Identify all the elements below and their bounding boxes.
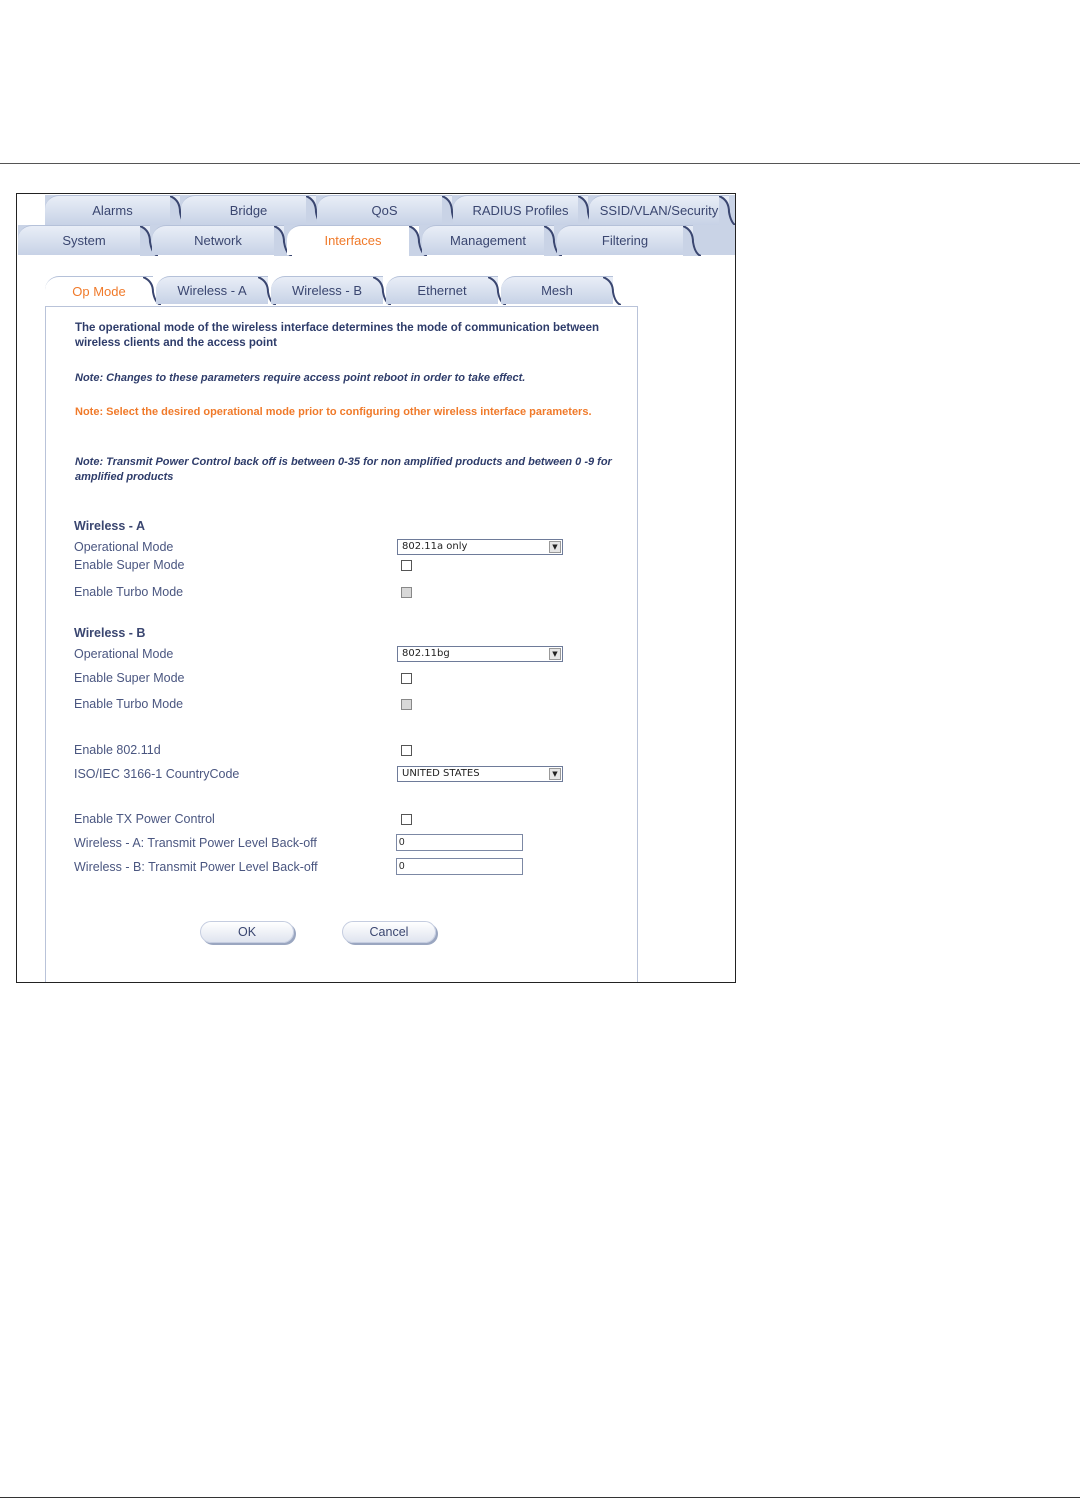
tx-power-control-label: Enable TX Power Control [74,812,215,826]
chevron-down-icon: ▼ [549,541,561,553]
tab-radius-profiles[interactable]: RADIUS Profiles [453,195,588,225]
tx-a-backoff-input[interactable]: 0 [396,834,523,851]
page-rule-top [0,163,1080,164]
sub-tab-row [45,276,637,306]
wireless-b-super-mode-label: Enable Super Mode [74,671,185,685]
country-code-label: ISO/IEC 3166-1 CountryCode [74,767,240,781]
cancel-button[interactable]: Cancel [342,921,436,943]
wireless-a-super-mode-label: Enable Super Mode [74,558,185,572]
tab-system[interactable]: System [18,225,150,255]
wireless-a-turbo-mode-checkbox[interactable] [401,587,412,598]
top-tab-row-2 [18,225,735,255]
top-tab-row-1 [45,195,735,225]
note-reboot: Note: Changes to these parameters require access point reboot in order to take effect. [75,372,526,384]
chevron-down-icon: ▼ [549,768,561,780]
subtab-mesh[interactable]: Mesh [501,276,613,304]
subtab-op-mode[interactable]: Op Mode [45,276,153,306]
tab-curl-icon [683,226,701,256]
wireless-b-turbo-mode-label: Enable Turbo Mode [74,697,184,711]
tab-bridge[interactable]: Bridge [181,195,316,225]
tx-power-control-checkbox[interactable] [401,814,412,825]
tab-management[interactable]: Management [422,225,554,255]
op-mode-description: The operational mode of the wireless interface determines the mode of communication between wireless clients and the access point [75,322,599,349]
tab-interfaces[interactable]: Interfaces [287,225,419,255]
wireless-b-super-mode-checkbox[interactable] [401,673,412,684]
tab-filtering[interactable]: Filtering [557,225,693,255]
wireless-a-op-mode-select[interactable]: 802.11a only ▼ [397,539,563,555]
page-rule-bottom [0,1497,1080,1498]
wireless-a-turbo-mode-label: Enable Turbo Mode [74,585,184,599]
section-wireless-b-title: Wireless - B [74,626,146,640]
panel-border-top [45,306,637,307]
chevron-down-icon: ▼ [549,648,561,660]
tab-curl-icon [719,196,736,226]
tab-ssid-vlan-security[interactable]: SSID/VLAN/Security [589,195,729,225]
tx-b-backoff-label: Wireless - B: Transmit Power Level Back-off [74,860,318,874]
country-code-select[interactable]: UNITED STATES ▼ [397,766,563,782]
subtab-wireless-a[interactable]: Wireless - A [156,276,268,304]
wireless-b-op-mode-label: Operational Mode [74,647,174,661]
enable-80211d-checkbox[interactable] [401,745,412,756]
wireless-a-op-mode-label: Operational Mode [74,540,174,554]
ok-button[interactable]: OK [200,921,294,943]
tab-qos[interactable]: QoS [317,195,452,225]
tab-alarms[interactable]: Alarms [45,195,180,225]
note-select-mode: Note: Select the desired operational mode prior to configuring other wireless interface parameters. [75,406,592,418]
tx-b-backoff-input[interactable]: 0 [396,858,523,875]
wireless-b-op-mode-select[interactable]: 802.11bg ▼ [397,646,563,662]
note-power-control: Note: Transmit Power Control back off is between 0-35 for non amplified products and between 0 -9 for amplified products [75,456,612,483]
section-wireless-a-title: Wireless - A [74,519,145,533]
tx-a-backoff-label: Wireless - A: Transmit Power Level Back-off [74,836,317,850]
subtab-ethernet[interactable]: Ethernet [386,276,498,304]
wireless-b-turbo-mode-checkbox[interactable] [401,699,412,710]
tab-curl-icon [603,277,621,305]
screenshot-frame [16,193,736,983]
enable-80211d-label: Enable 802.11d [74,743,161,757]
wireless-a-super-mode-checkbox[interactable] [401,560,412,571]
tab-network[interactable]: Network [152,225,284,255]
panel-border-left [45,306,46,982]
panel-border-right [637,306,638,982]
subtab-wireless-b[interactable]: Wireless - B [271,276,383,304]
